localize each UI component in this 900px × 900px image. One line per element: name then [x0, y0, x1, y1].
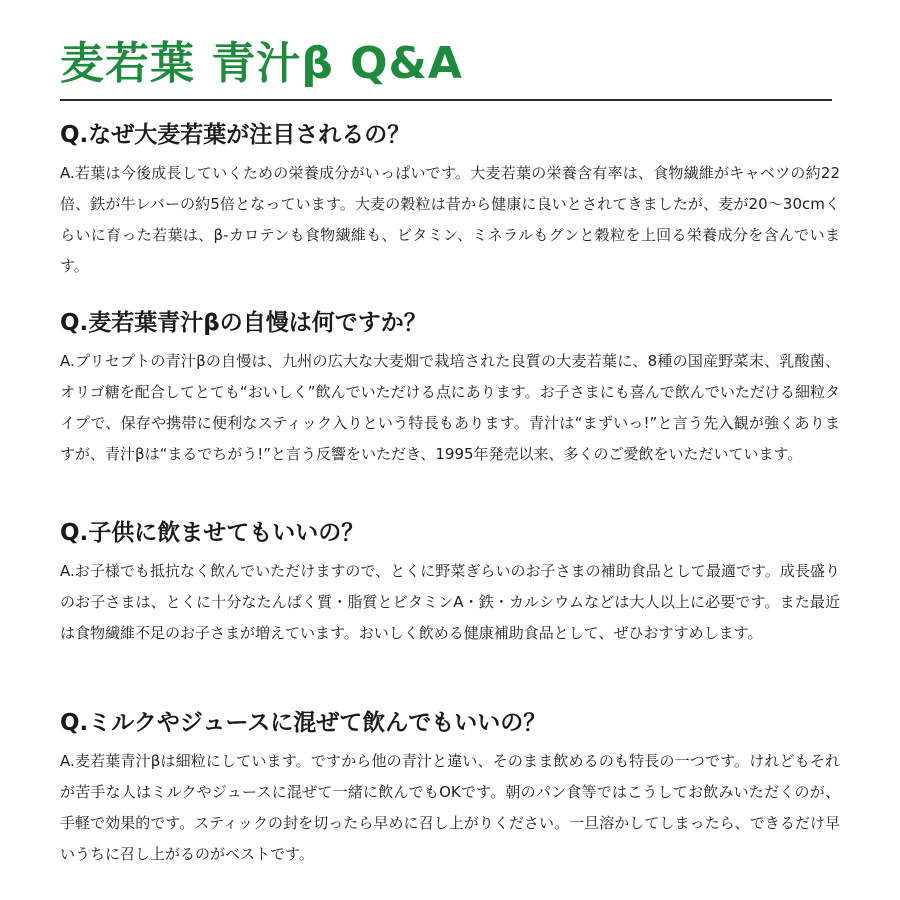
answer-text: A.麦若葉青汁βは細粒にしています。ですから他の青汁と違い、そのまま飲めるのも特長の一つです。けれどもそれが苦手な人はミルクやジュースに混ぜて一緒に飲んでもOKです。朝のパン食等ではこうしてお飲みいただくのが、手軽で効果的です。スティックの封を切ったら早めに召し上がりください。一旦溶かしてしまったら、できるだけ早いうちに召し上がるのがベストです。 — [60, 752, 840, 863]
qa-item-pride — [60, 306, 840, 470]
qa-item-children — [60, 516, 840, 649]
answer-text: A.若葉は今後成長していくための栄養成分がいっぱいです。大麦若葉の栄養含有率は、食物繊維がキャベツの約22倍、鉄が牛レバーの約5倍となっています。大麦の穀粒は昔から健康に良いとされてきましたが、麦が20〜30cmくらいに育った若葉は、β-カロテンも食物繊維も、ビタミン、ミネラルもグンと穀粒を上回る栄養成分を含んでいます。 — [60, 164, 840, 275]
qa-item-mixing — [60, 706, 840, 870]
page-title: 麦若葉 青汁β Q&A — [60, 38, 463, 89]
qa-item-why-barley — [60, 118, 840, 282]
question-heading: Q.子供に飲ませてもいいの？ — [60, 520, 365, 546]
answer-text: A.お子様でも抵抗なく飲んでいただけますので、とくに野菜ぎらいのお子さまの補助食品として最適です。成長盛りのお子さまは、とくに十分なたんぱく質・脂質とビタミンA・鉄・カルシウムなどは大人以上に必要です。また最近は食物繊維不足のお子さまが増えています。おいしく飲める健康補助食品として、ぜひおすすめします。 — [60, 562, 840, 642]
question-heading: Q.なぜ大麦若葉が注目されるの？ — [60, 122, 411, 148]
question-heading: Q.麦若葉青汁βの自慢は何ですか？ — [60, 310, 427, 336]
question-heading: Q.ミルクやジュースに混ぜて飲んでもいいの？ — [60, 710, 547, 736]
title-divider — [60, 99, 832, 101]
answer-text: A.プリセプトの青汁βの自慢は、九州の広大な大麦畑で栽培された良質の大麦若葉に、8種の国産野菜末、乳酸菌、オリゴ糖を配合してとても“おいしく”飲んでいただける点にあります。お子さまにも喜んで飲んでいただける細粒タイプで、保存や携帯に便利なスティック入りという特長もあります。青汁は“まずいっ!”と言う先入観が強くありますが、青汁βは“まるでちがう!”と言う反響をいただき、1995年発売以来、多くのご愛飲をいただいています。 — [60, 352, 840, 463]
